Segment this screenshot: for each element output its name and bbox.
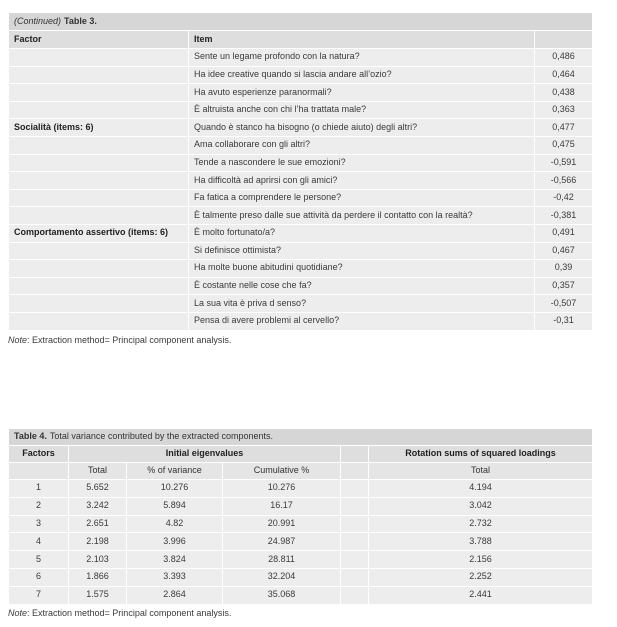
column-group-rotation-sums: Rotation sums of squared loadings bbox=[369, 446, 593, 463]
note-text: : Extraction method= Principal component analysis. bbox=[27, 335, 232, 345]
item-cell: Fa fatica a comprendere le persone? bbox=[189, 189, 535, 207]
factor-number-cell: 6 bbox=[9, 568, 69, 586]
factor-cell bbox=[9, 312, 189, 330]
rotation-total-cell: 2.732 bbox=[369, 515, 593, 533]
loading-cell: 0,477 bbox=[535, 119, 593, 137]
item-cell: Tende a nascondere le sue emozioni? bbox=[189, 154, 535, 172]
item-cell: Pensa di avere problemi al cervello? bbox=[189, 312, 535, 330]
table-row bbox=[9, 154, 593, 172]
table-row bbox=[9, 568, 593, 586]
table-row bbox=[9, 586, 593, 604]
table-4-subheader-row bbox=[9, 463, 593, 480]
table-row bbox=[9, 101, 593, 119]
table-row bbox=[9, 224, 593, 242]
loading-cell: -0,31 bbox=[535, 312, 593, 330]
table-row bbox=[9, 207, 593, 225]
variance-cell: 10.276 bbox=[127, 480, 223, 498]
loading-cell: 0,438 bbox=[535, 84, 593, 102]
table-4-caption-label: Table 4. bbox=[14, 431, 47, 442]
loading-cell: -0,42 bbox=[535, 189, 593, 207]
total-cell: 5.652 bbox=[69, 480, 127, 498]
table-row bbox=[9, 551, 593, 569]
factor-cell bbox=[9, 84, 189, 102]
column-gap bbox=[341, 533, 369, 551]
column-gap bbox=[341, 480, 369, 498]
table-row bbox=[9, 189, 593, 207]
table-3-caption-row bbox=[9, 13, 593, 31]
subheader-cumulative: Cumulative % bbox=[223, 463, 341, 480]
table-row bbox=[9, 295, 593, 313]
factor-cell bbox=[9, 260, 189, 278]
table-row bbox=[9, 277, 593, 295]
loading-cell: 0,467 bbox=[535, 242, 593, 260]
table-row bbox=[9, 497, 593, 515]
factor-cell bbox=[9, 49, 189, 67]
factor-label: Comportamento assertivo (items: 6) bbox=[9, 224, 189, 242]
factor-number-cell: 2 bbox=[9, 497, 69, 515]
cumulative-cell: 20.991 bbox=[223, 515, 341, 533]
cumulative-cell: 16.17 bbox=[223, 497, 341, 515]
rotation-total-cell: 2.441 bbox=[369, 586, 593, 604]
table-row bbox=[9, 533, 593, 551]
table-3-note bbox=[8, 335, 231, 345]
table-row bbox=[9, 260, 593, 278]
column-group-initial-eigenvalues: Initial eigenvalues bbox=[69, 446, 341, 463]
table-row bbox=[9, 66, 593, 84]
table-row bbox=[9, 49, 593, 67]
table-3 bbox=[8, 12, 593, 331]
column-gap bbox=[341, 446, 369, 463]
subheader-rotation-total: Total bbox=[369, 463, 593, 480]
table-row bbox=[9, 119, 593, 137]
note-label: Note bbox=[8, 608, 28, 618]
item-cell: È talmente preso dalle sue attività da perdere il contatto con la realtà? bbox=[189, 207, 535, 225]
factor-cell bbox=[9, 207, 189, 225]
loading-cell: 0,464 bbox=[535, 66, 593, 84]
column-gap bbox=[341, 586, 369, 604]
item-cell: La sua vita è priva d senso? bbox=[189, 295, 535, 313]
factor-cell bbox=[9, 295, 189, 313]
cumulative-cell: 32.204 bbox=[223, 568, 341, 586]
total-cell: 1.866 bbox=[69, 568, 127, 586]
table-3-caption-label: Table 3. bbox=[64, 15, 97, 26]
total-cell: 2.651 bbox=[69, 515, 127, 533]
factor-number-cell: 3 bbox=[9, 515, 69, 533]
column-gap bbox=[341, 463, 369, 480]
loading-cell: 0,486 bbox=[535, 49, 593, 67]
loading-cell: 0,39 bbox=[535, 260, 593, 278]
cumulative-cell: 28.811 bbox=[223, 551, 341, 569]
note-text: : Extraction method= Principal component analysis. bbox=[27, 608, 232, 618]
table-4-caption-row bbox=[9, 429, 593, 446]
rotation-total-cell: 2.252 bbox=[369, 568, 593, 586]
item-cell: Ama collaborare con gli altri? bbox=[189, 136, 535, 154]
loading-cell: -0,507 bbox=[535, 295, 593, 313]
column-gap bbox=[341, 568, 369, 586]
factor-cell bbox=[9, 66, 189, 84]
factor-cell bbox=[9, 154, 189, 172]
factor-number-cell: 7 bbox=[9, 586, 69, 604]
column-header-factor: Factor bbox=[9, 31, 189, 49]
cumulative-cell: 35.068 bbox=[223, 586, 341, 604]
loading-cell: -0,566 bbox=[535, 172, 593, 190]
item-cell: Sente un legame profondo con la natura? bbox=[189, 49, 535, 67]
factor-cell bbox=[9, 172, 189, 190]
table-3-caption bbox=[9, 13, 593, 31]
table-row bbox=[9, 172, 593, 190]
table-4 bbox=[8, 428, 593, 605]
table-row bbox=[9, 312, 593, 330]
item-cell: Si definisce ottimista? bbox=[189, 242, 535, 260]
total-cell: 1.575 bbox=[69, 586, 127, 604]
column-gap bbox=[341, 515, 369, 533]
item-cell: Ha avuto esperienze paranormali? bbox=[189, 84, 535, 102]
subheader-variance: % of variance bbox=[127, 463, 223, 480]
cumulative-cell: 24.987 bbox=[223, 533, 341, 551]
variance-cell: 4.82 bbox=[127, 515, 223, 533]
table-row bbox=[9, 136, 593, 154]
item-cell: È molto fortunato/a? bbox=[189, 224, 535, 242]
table-row bbox=[9, 242, 593, 260]
column-gap bbox=[341, 497, 369, 515]
factor-cell bbox=[9, 242, 189, 260]
rotation-total-cell: 2.156 bbox=[369, 551, 593, 569]
rotation-total-cell: 4.194 bbox=[369, 480, 593, 498]
factor-cell bbox=[9, 101, 189, 119]
table-4-note bbox=[8, 608, 231, 618]
table-row bbox=[9, 84, 593, 102]
item-cell: Ha difficoltà ad aprirsi con gli amici? bbox=[189, 172, 535, 190]
table-row bbox=[9, 480, 593, 498]
factor-cell bbox=[9, 189, 189, 207]
item-cell: Ha molte buone abitudini quotidiane? bbox=[189, 260, 535, 278]
factor-cell bbox=[9, 277, 189, 295]
factor-cell bbox=[9, 136, 189, 154]
total-cell: 2.103 bbox=[69, 551, 127, 569]
factor-number-cell: 5 bbox=[9, 551, 69, 569]
factor-label: Socialità (items: 6) bbox=[9, 119, 189, 137]
item-cell: Ha idee creative quando si lascia andare all’ozio? bbox=[189, 66, 535, 84]
loading-cell: 0,363 bbox=[535, 101, 593, 119]
note-label: Note bbox=[8, 335, 28, 345]
rotation-total-cell: 3.788 bbox=[369, 533, 593, 551]
loading-cell: -0,591 bbox=[535, 154, 593, 172]
loading-cell: 0,491 bbox=[535, 224, 593, 242]
variance-cell: 3.824 bbox=[127, 551, 223, 569]
loading-cell: 0,357 bbox=[535, 277, 593, 295]
total-cell: 3.242 bbox=[69, 497, 127, 515]
column-gap bbox=[341, 551, 369, 569]
table-row bbox=[9, 515, 593, 533]
variance-cell: 3.996 bbox=[127, 533, 223, 551]
rotation-total-cell: 3.042 bbox=[369, 497, 593, 515]
table-3-header-row bbox=[9, 31, 593, 49]
subheader-empty bbox=[9, 463, 69, 480]
table-4-caption bbox=[9, 429, 593, 446]
table-4-caption-text: Total variance contributed by the extracted components. bbox=[49, 431, 273, 442]
table-3-caption-prefix: (Continued) bbox=[14, 15, 62, 26]
loading-cell: -0,381 bbox=[535, 207, 593, 225]
variance-cell: 2.864 bbox=[127, 586, 223, 604]
item-cell: È altruista anche con chi l’ha trattata male? bbox=[189, 101, 535, 119]
factor-number-cell: 1 bbox=[9, 480, 69, 498]
column-header-loading bbox=[535, 31, 593, 49]
loading-cell: 0,475 bbox=[535, 136, 593, 154]
cumulative-cell: 10.276 bbox=[223, 480, 341, 498]
factor-number-cell: 4 bbox=[9, 533, 69, 551]
item-cell: Quando è stanco ha bisogno (o chiede aiuto) degli altri? bbox=[189, 119, 535, 137]
table-4-header-row bbox=[9, 446, 593, 463]
column-header-factors: Factors bbox=[9, 446, 69, 463]
total-cell: 2.198 bbox=[69, 533, 127, 551]
variance-cell: 3.393 bbox=[127, 568, 223, 586]
subheader-initial-total: Total bbox=[69, 463, 127, 480]
item-cell: È costante nelle cose che fa? bbox=[189, 277, 535, 295]
variance-cell: 5.894 bbox=[127, 497, 223, 515]
column-header-item: Item bbox=[189, 31, 535, 49]
